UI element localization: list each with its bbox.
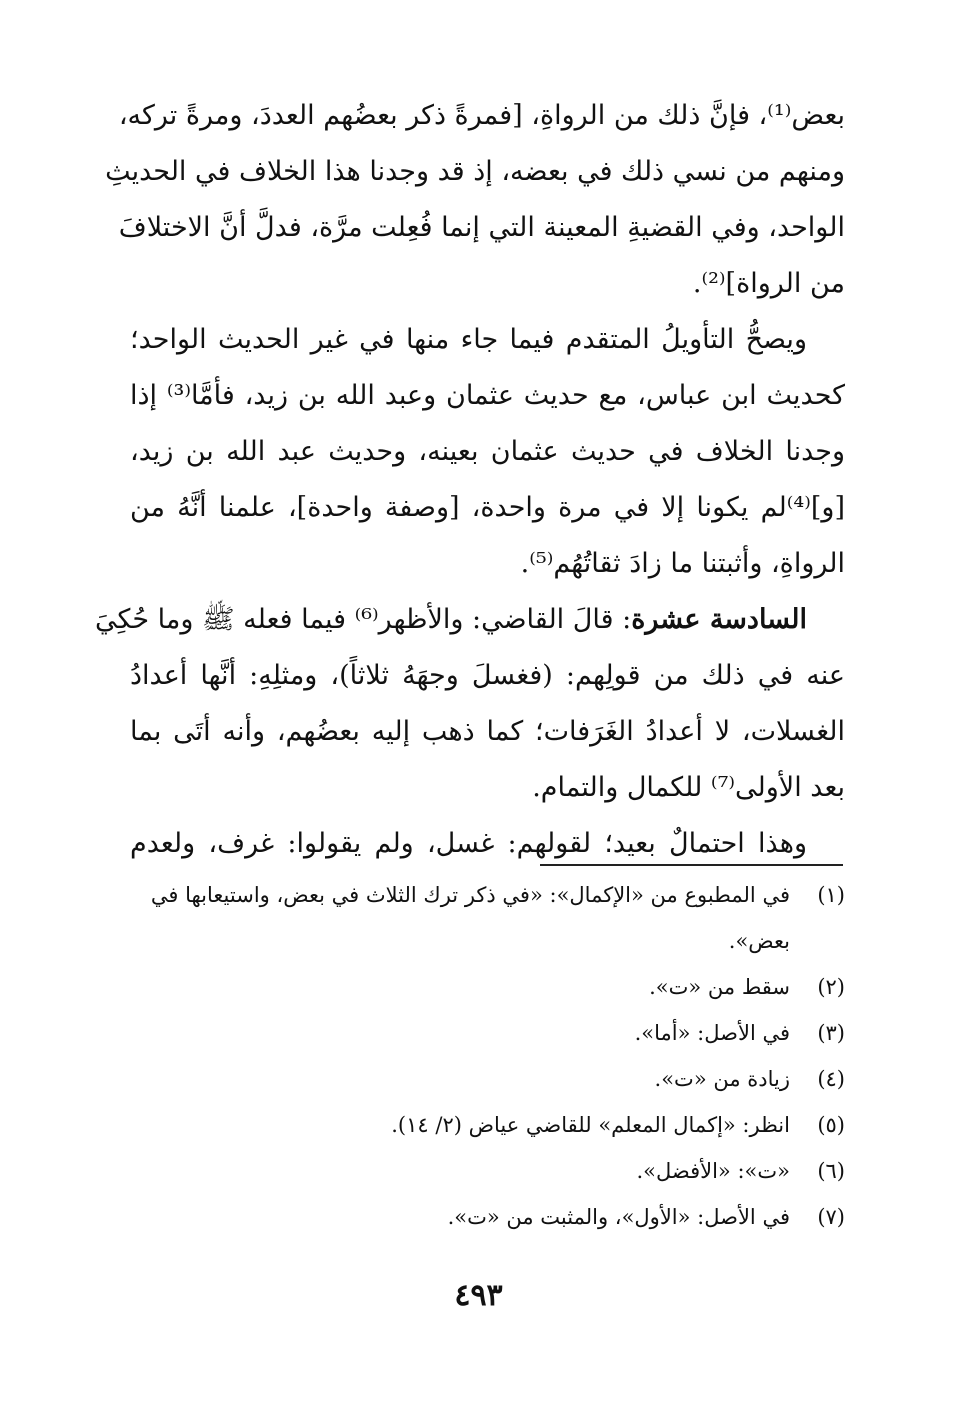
footnote (130, 1056, 845, 1102)
footnote-number: (٣) (817, 1021, 845, 1045)
text-line: وجدنا الخلاف في حديث عثمان بعينه، وحديث عبد الله بن زيد، (130, 436, 845, 467)
footnote-separator (540, 864, 843, 866)
footnote (130, 1010, 845, 1056)
footnote (130, 964, 845, 1010)
footnote-number: (٤) (817, 1067, 845, 1091)
footnote-number: (١) (817, 883, 845, 907)
footnote-text: زيادة من «ت». (654, 1067, 790, 1091)
main-text-body (94, 88, 845, 872)
footnote-text: في المطبوع من «الإكمال»: «في ذكر ترك الثلاث في بعض، واستيعابها في بعض». (150, 883, 790, 953)
text-line: من الرواة]⁽²⁾. (692, 268, 845, 299)
text-line: وهذا احتمالٌ بعيد؛ لقولهم: غسل، ولم يقولوا: غرف، ولعدم (130, 828, 807, 859)
text-line: كحديث ابن عباس، مع حديث عثمان وعبد الله بن زيد، فأمَّا⁽³⁾ إذا (130, 380, 845, 411)
text-line: ومنهم من نسي ذلك في بعضه، إذ قد وجدنا هذا الخلاف في الحديثِ (105, 156, 845, 187)
text-line: الغسلات، لا أعدادُ الغَرَفات؛ كما ذهب إليه بعضُهم، وأنه أتَى بما (130, 716, 845, 747)
footnotes-section (130, 872, 845, 1240)
text-line: ويصحُّ التأويلُ المتقدم فيما جاء منها في غير الحديث الواحد؛ (130, 324, 807, 355)
footnote-text: سقط من «ت». (649, 975, 790, 999)
footnote-text: في الأصل: «الأول»، والمثبت من «ت». (447, 1205, 790, 1229)
footnote-number: (٧) (817, 1205, 845, 1229)
footnote (130, 1148, 845, 1194)
footnote-number: (٢) (817, 975, 845, 999)
text-line (94, 592, 845, 648)
footnote-text: «ت»: «الأفضل». (636, 1159, 790, 1183)
text-line: [و]⁽⁴⁾لم يكونا إلا في مرة واحدة، [وصفة واحدة]، علمنا أنَّهُ من (130, 492, 845, 523)
footnote-number: (٥) (817, 1113, 845, 1137)
section-heading-continuation: : قالَ القاضي: والأظهر⁽⁶⁾ فيما فعله ﷺ وما حُكِيَ (94, 604, 632, 635)
footnote-text: انظر: «إكمال المعلم» للقاضي عياض (٢/ ١٤). (391, 1113, 790, 1137)
page-number: ٤٩٣ (454, 1278, 503, 1313)
footnote (130, 1194, 845, 1240)
footnote-number: (٦) (817, 1159, 845, 1183)
footnote (130, 1102, 845, 1148)
footnote-text: في الأصل: «أما». (634, 1021, 790, 1045)
text-line: عنه في ذلك من قولِهم: (فغسلَ وجهَهُ ثلاثاً)، ومثلِهِ: أنَّها أعدادُ (130, 660, 845, 691)
section-heading: السادسة عشرة (631, 604, 807, 635)
text-line: الواحد، وفي القضيةِ المعينة التي إنما فُعِلت مرَّة، فدلَّ أنَّ الاختلافَ (118, 212, 845, 243)
text-line: بعد الأولى⁽⁷⁾ للكمال والتمام. (532, 772, 845, 803)
text-line: بعض⁽¹⁾، فإنَّ ذلك من الرواةِ، [فمرةً ذكر بعضُهم العددَ، ومرةً تركه، (118, 100, 845, 131)
text-line: الرواةِ، وأثبتنا ما زادَ ثقاتُهُم⁽⁵⁾. (520, 548, 845, 579)
footnote (130, 872, 845, 964)
